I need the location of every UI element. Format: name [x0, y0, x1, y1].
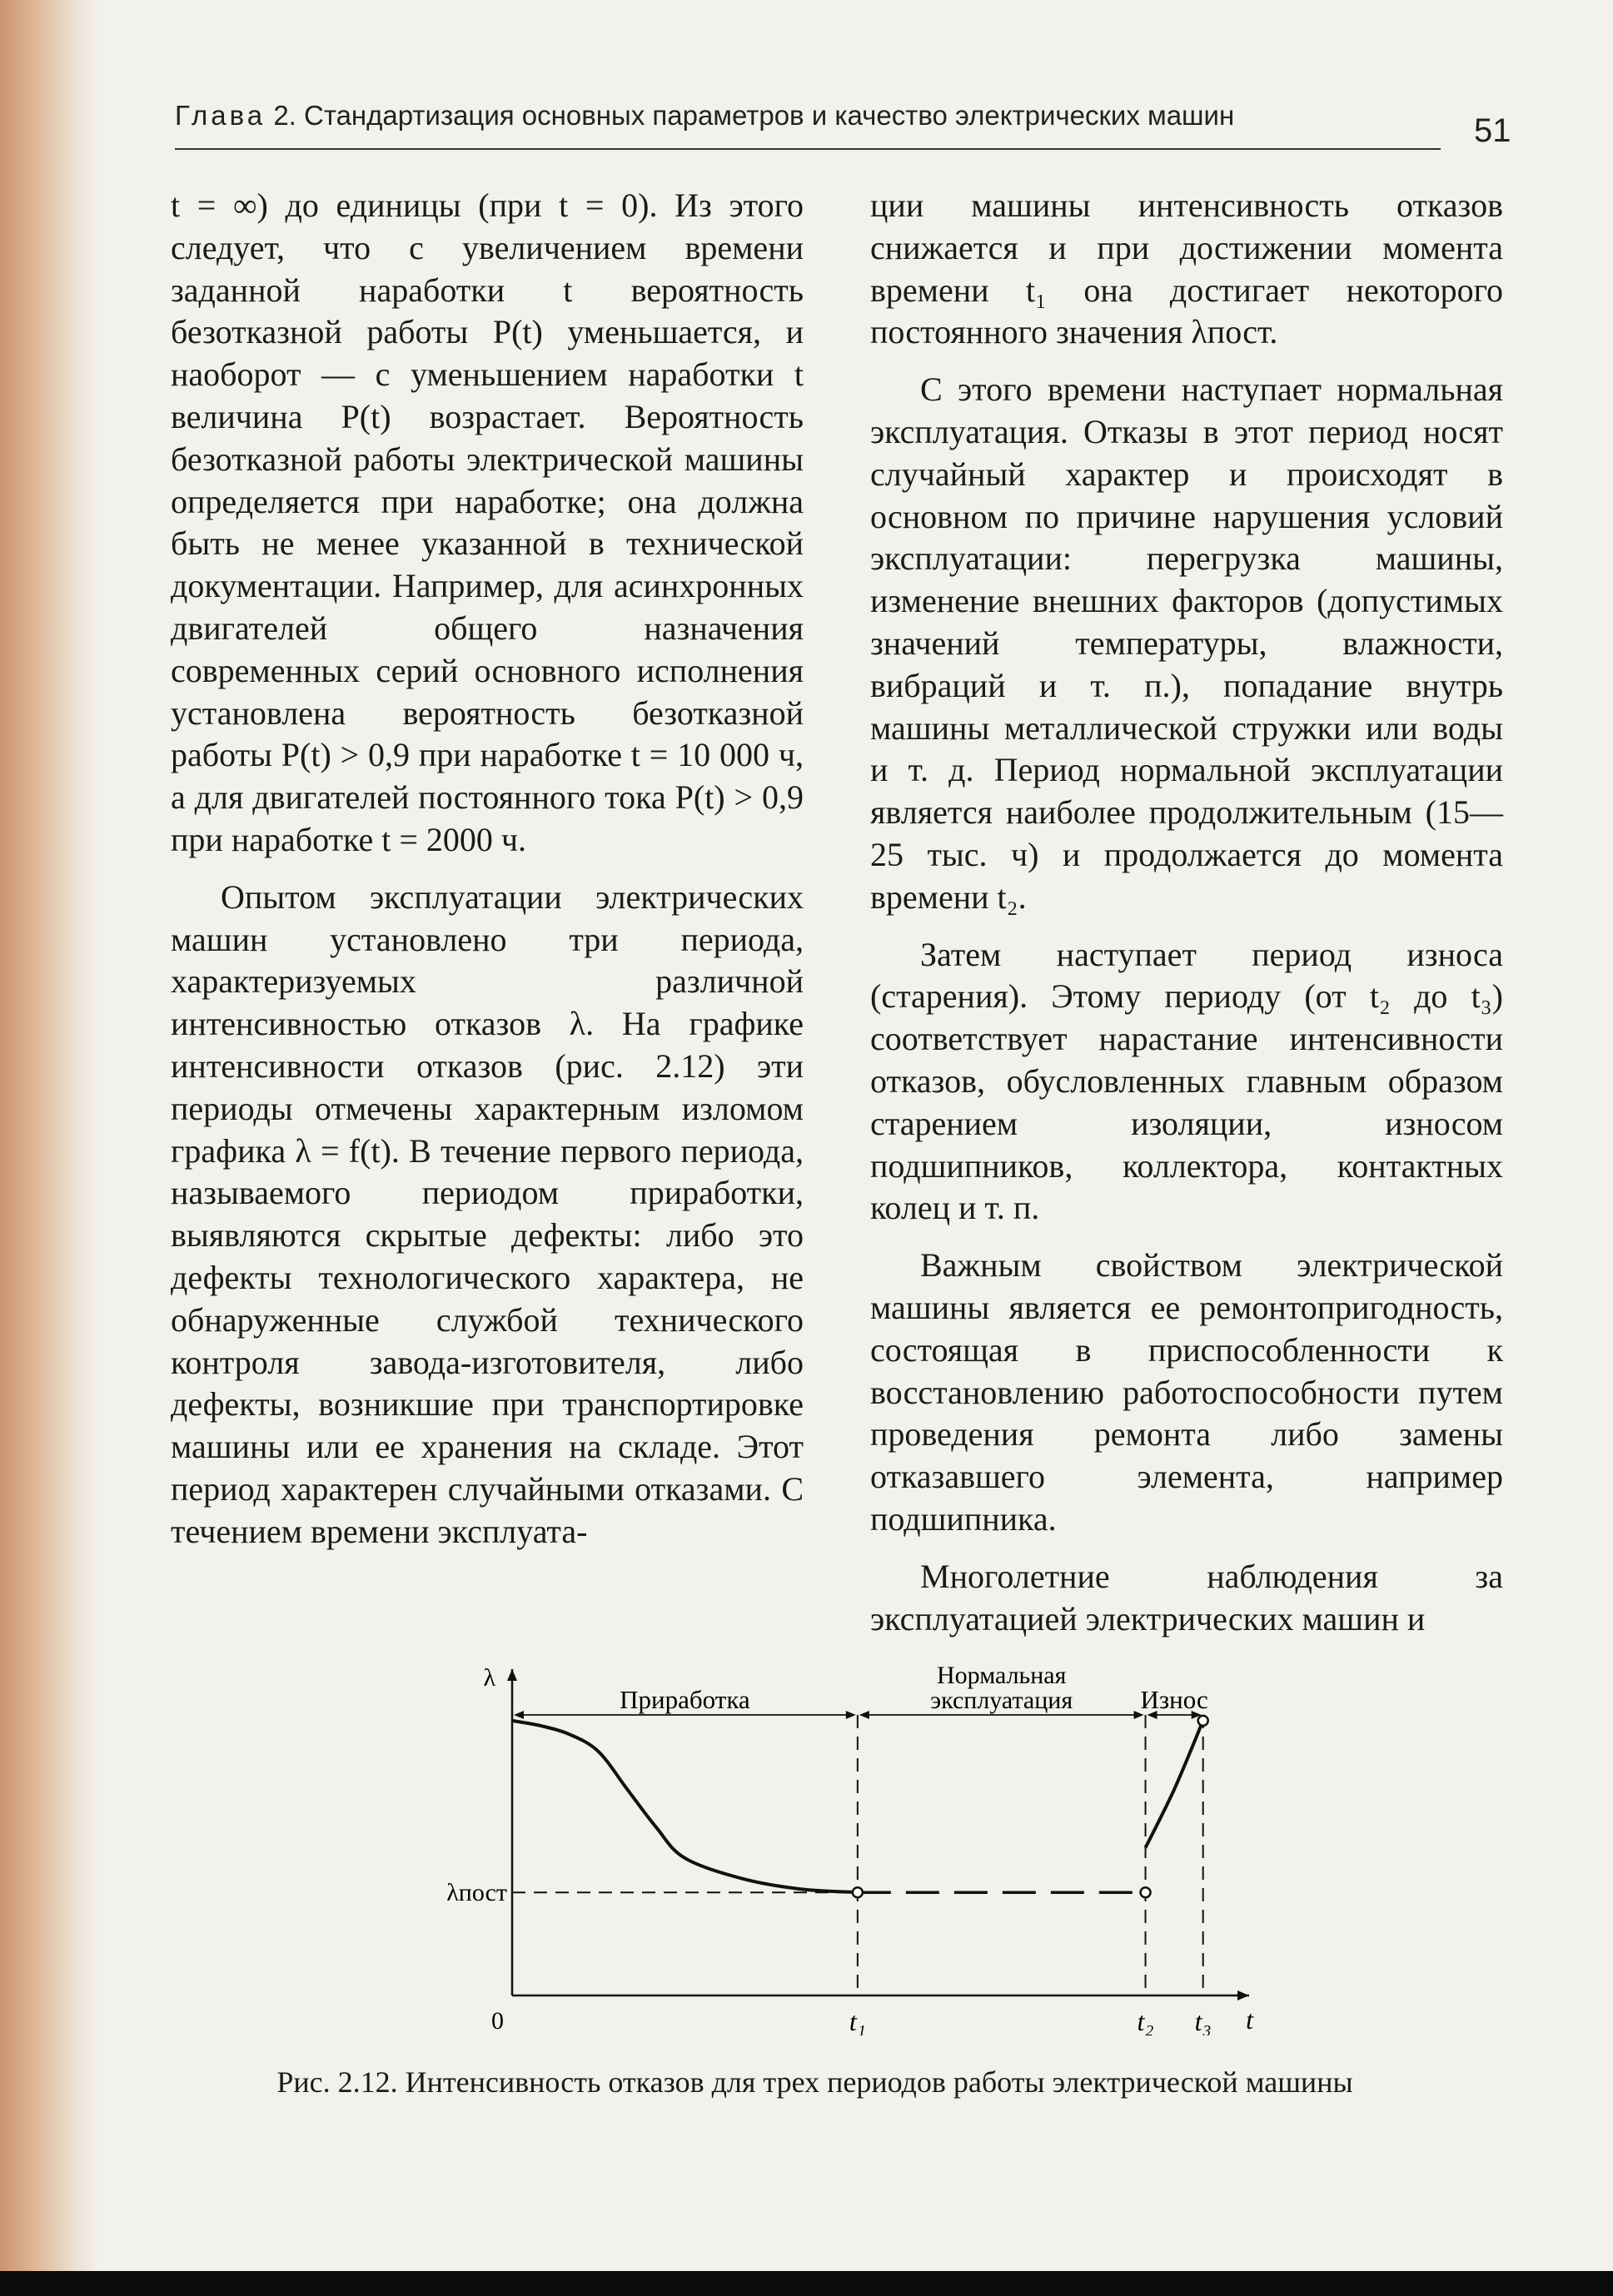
x-axis-arrow: [1237, 1990, 1249, 2000]
failure-rate-chart: [433, 1652, 1266, 2035]
page-number: 51: [1474, 112, 1511, 149]
y-axis-arrow: [507, 1669, 517, 1681]
x-tick-label-3: t₃: [1194, 2006, 1212, 2035]
chart-curve: [512, 1716, 1208, 1897]
scan-edge: [0, 2271, 1613, 2296]
origin-label: 0: [491, 2007, 504, 2035]
chapter-title: 2. Стандартизация основных параметров и качество электрических машин: [273, 100, 1235, 131]
header-rule: [175, 148, 1441, 150]
chapter-label: Глава: [175, 100, 266, 131]
region-label-break-in: Приработка: [620, 1685, 750, 1714]
y-axis-label: λ: [483, 1664, 495, 1692]
right-paragraph-3: Затем наступает период износа (старения). Этому периоду (от t₂ до t₃) соответствует нарастание интенсивности отказов, обусловленных главным образом старением изоляции, износом подшипников, коллектора, контактных колец и т. п.: [870, 935, 1503, 1227]
left-paragraph-2: Опытом эксплуатации электрических машин установлено три периода, характеризуемых различной интенсивностью отказов λ. На графике интенсивности отказов (рис. 2.12) эти периоды отмечены характерным изломом графика λ = f(t). В течение первого периода, называемого периодом приработки, выявляются скрытые дефекты: либо это дефекты технологического характера, не обнаруженные службой технического контроля завода-изготовителя, либо дефекты, возникшие при транспортировке машины или ее хранения на складе. Этот период характерен случайными отказами. С течением времени эксплуата-: [171, 877, 804, 1550]
period-span-right-arrow: [846, 1711, 856, 1719]
region-label-normal-line2: эксплуатация: [930, 1687, 1073, 1714]
chart-guides: [512, 1711, 1203, 1995]
lambda-const-label: λпост: [446, 1879, 507, 1907]
left-paragraph-1: t = ∞) до единицы (при t = 0). Из этого следует, что с увеличением времени заданной наработки t вероятность безотказной работы P(t) уменьшается, и наоборот — с уменьшением наработки t величина P(t) возрастает. Вероятность безотказной работы электрической машины определяется при наработке; она должна быть не менее указанной в технической документации. Например, для асинхронных двигателей общего назначения современных серий основного исполнения установлена вероятность безотказной работы P(t) > 0,9 при наработке t = 10 000 ч, а для двигателей постоянного тока P(t) > 0,9 при наработке t = 2000 ч.: [171, 186, 804, 858]
right-paragraph-4: Важным свойством электрической машины является ее ремонтопригодность, состоящая в приспособленности к восстановлению работоспособности путем проведения ремонта либо замены отказавшего элемента, например подшипника.: [870, 1246, 1503, 1538]
region-label-normal-line1: Нормальная: [937, 1662, 1067, 1689]
running-header: [175, 100, 1441, 132]
page-binding-shadow: [0, 0, 100, 2296]
point-t2: [1141, 1887, 1151, 1897]
failure-rate-figure: [433, 1652, 1266, 2035]
chart-axes: [507, 1669, 1249, 2000]
point-t3: [1198, 1716, 1208, 1726]
x-tick-label-1: t₁: [849, 2006, 866, 2035]
chart-labels: [446, 1662, 1254, 2035]
right-paragraph-5: Многолетние наблюдения за эксплуатацией электрических машин и: [870, 1557, 1503, 1638]
x-axis-label: t: [1246, 2005, 1253, 2035]
right-paragraph-1: ции машины интенсивность отказов снижается и при достижении момента времени t₁ она достигает некоторого постоянного значения λпост.: [870, 186, 1503, 351]
x-tick-label-2: t₂: [1137, 2006, 1154, 2035]
curve-break-in: [512, 1721, 858, 1892]
region-label-wear: Износ: [1140, 1685, 1208, 1714]
figure-caption: Рис. 2.12. Интенсивность отказов для трех периодов работы электрической машины: [276, 2065, 1353, 2099]
right-paragraph-2: С этого времени наступает нормальная эксплуатация. Отказы в этот период носят случайный характер и происходят в основном по причине нарушения условий эксплуатации: перегрузка машины, изменение внешних факторов (допустимых значений температуры, влажности, вибраций и т. п.), попадание внутрь машины металлической стружки или воды и т. д. Период нормальной эксплуатации является наиболее продолжительным (15—25 тыс. ч) и продолжается до момента времени t₂.: [870, 370, 1503, 916]
period-span-left-arrow: [514, 1711, 524, 1719]
left-column: [171, 185, 804, 1553]
right-column: [870, 185, 1503, 1640]
period-span-left-arrow: [859, 1711, 869, 1719]
point-t1: [853, 1887, 863, 1897]
curve-wear-out: [1146, 1721, 1203, 1848]
